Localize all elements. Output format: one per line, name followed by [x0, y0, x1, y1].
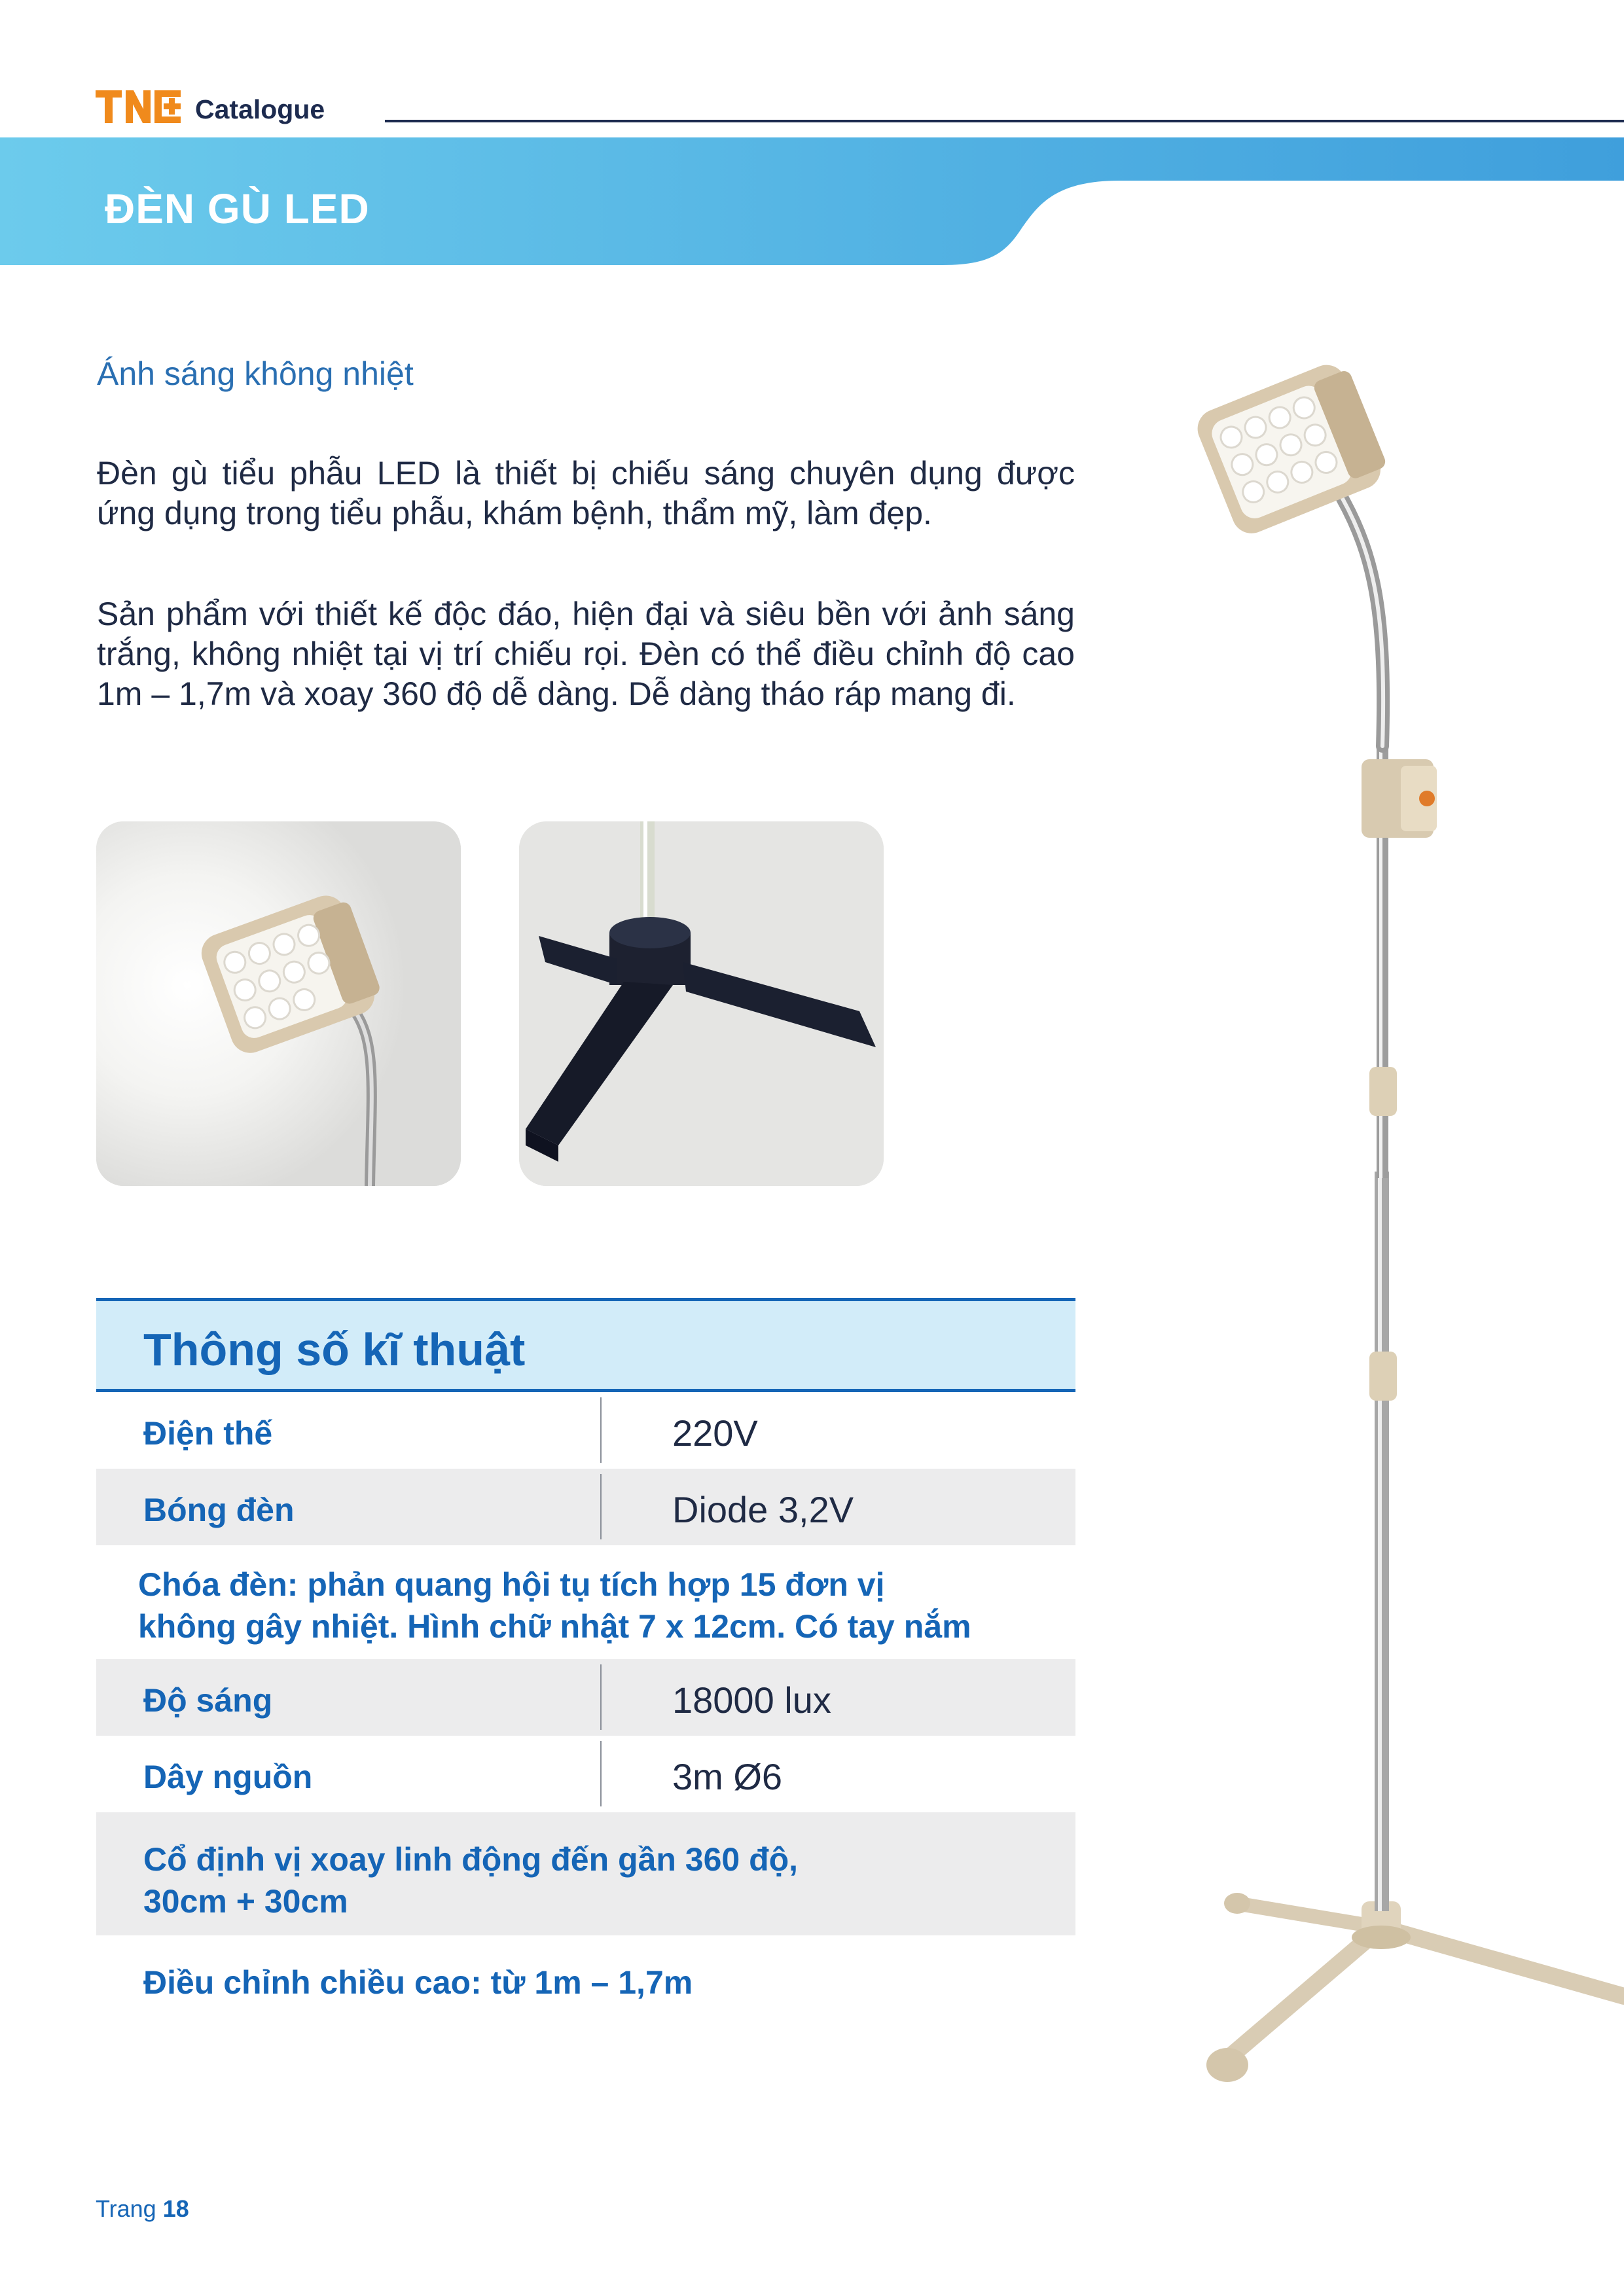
header-rule [385, 120, 1624, 122]
spec-label: Độ sáng [143, 1682, 273, 1719]
lamp-head [1192, 357, 1393, 539]
spec-row-brightness [96, 1659, 1075, 1736]
spec-note-line: Chóa đèn: phản quang hội tụ tích hợp 15 đơn vị [138, 1566, 885, 1603]
spec-title: Thông số kĩ thuật [143, 1324, 526, 1375]
spec-row-power-cord [96, 1736, 1075, 1812]
catalogue-label: Catalogue [195, 94, 325, 124]
spec-note-height [96, 1935, 1075, 2014]
spec-label: Dây nguồn [143, 1759, 313, 1795]
spec-note-line: Cổ định vị xoay linh động đến gần 360 độ, [143, 1841, 799, 1878]
spec-note-reflector [96, 1545, 1075, 1659]
spec-label: Điện thế [143, 1415, 273, 1452]
spec-table [96, 1298, 1075, 2014]
spec-note-line: Điều chỉnh chiều cao: từ 1m – 1,7m [143, 1964, 693, 2001]
page-number: 18 [162, 2195, 189, 2222]
spec-label: Bóng đèn [143, 1492, 295, 1528]
spec-note-line: không gây nhiệt. Hình chữ nhật 7 x 12cm. Có tay nắm [138, 1608, 971, 1645]
spec-value: Diode 3,2V [672, 1489, 854, 1530]
page-label: Trang [96, 2195, 156, 2222]
spec-divider [600, 1474, 602, 1539]
tne-logo-icon [96, 86, 182, 127]
tripod-base [1206, 1893, 1624, 2082]
spec-table-header [96, 1298, 1075, 1392]
spec-note-line: 30cm + 30cm [143, 1883, 348, 1920]
spec-row-voltage [96, 1392, 1075, 1469]
intro-paragraph-2: Sản phẩm với thiết kế độc đáo, hiện đại và siêu bền với ảnh sáng trắng, không nhiệt tại vị trí chiếu rọi. Đèn có thể điều chỉnh độ cao 1m – 1,7m và xoay 360 độ dễ dàng. Dễ dàng tháo ráp mang đi. [97, 596, 1075, 712]
spec-value: 3m Ø6 [672, 1756, 783, 1797]
spec-note-neck [96, 1812, 1075, 1935]
spec-divider [600, 1664, 602, 1730]
subtitle: Ánh sáng không nhiệt [97, 355, 414, 392]
page-footer [96, 2195, 189, 2223]
brand-logo [96, 86, 325, 127]
tripod-base-photo [519, 821, 884, 1186]
spec-value: 18000 lux [672, 1679, 831, 1721]
lamp-head-photo [96, 821, 461, 1186]
spec-row-bulb [96, 1469, 1075, 1545]
page-title: ĐÈN GÙ LED [105, 185, 370, 232]
spec-value: 220V [672, 1412, 758, 1454]
spec-divider [600, 1397, 602, 1463]
floor-lamp-image [1074, 340, 1624, 2173]
intro-paragraph-1: Đèn gù tiểu phẫu LED là thiết bị chiếu sáng chuyên dụng được ứng dụng trong tiểu phẫu, khám bệnh, thẩm mỹ, làm đẹp. [97, 455, 1075, 531]
spec-divider [600, 1741, 602, 1806]
